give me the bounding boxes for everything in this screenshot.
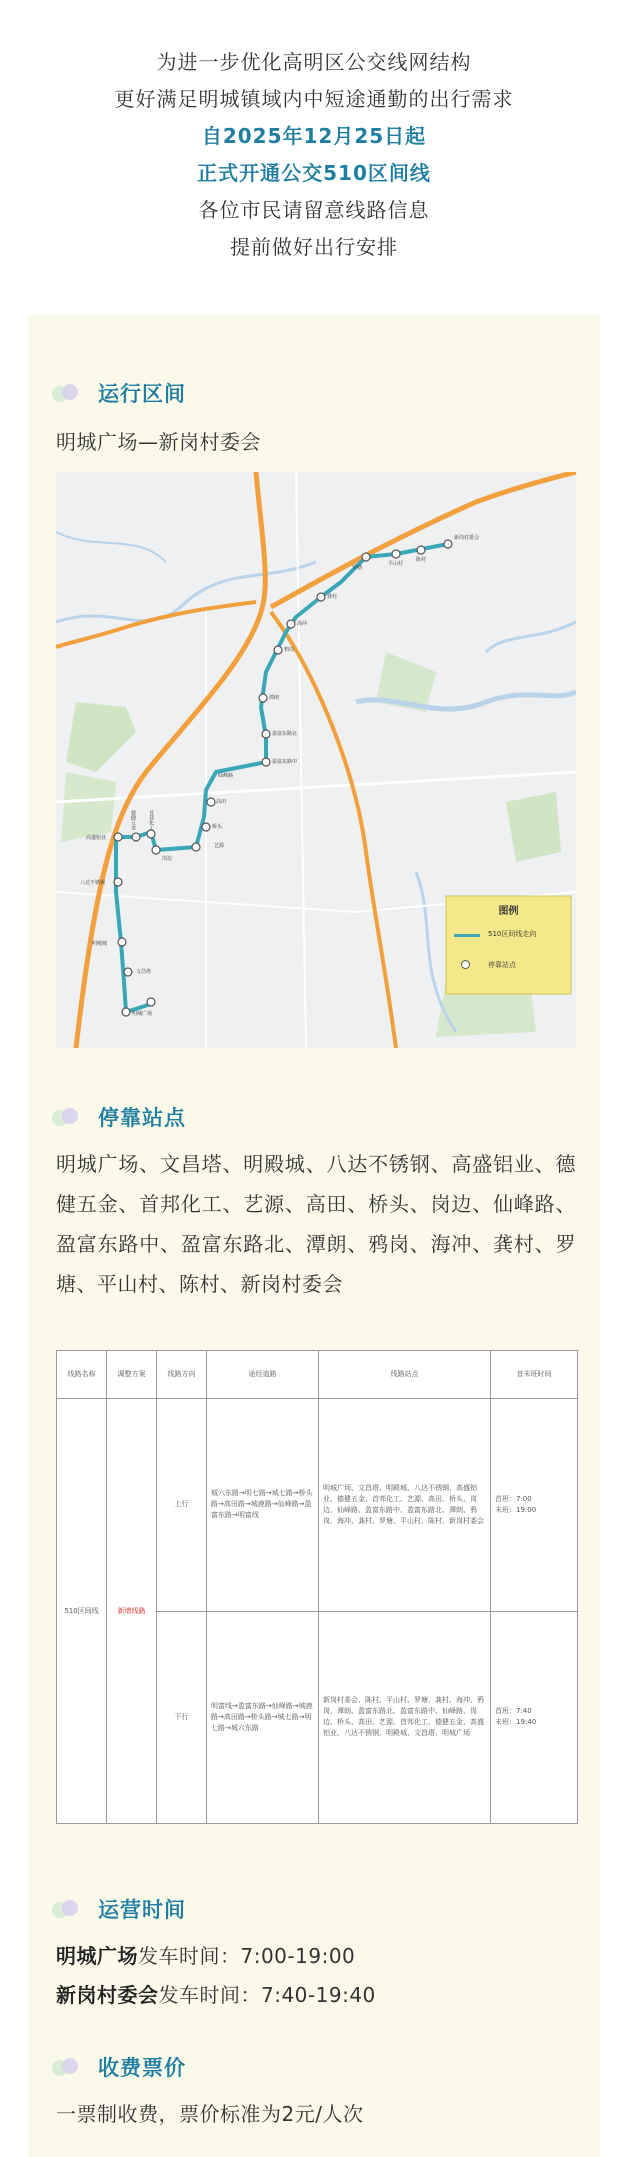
section-header-route bbox=[52, 378, 186, 408]
section-header-stops bbox=[52, 1102, 186, 1132]
intro-route-line: 正式开通公交510区间线 bbox=[197, 161, 431, 185]
legend-stop-icon bbox=[461, 960, 470, 969]
last-bus-time: 末班：19:40 bbox=[495, 1718, 537, 1727]
line-name-cell: 510区间线 bbox=[57, 1399, 107, 1824]
map-stop-label: 首邦化工 bbox=[148, 810, 154, 830]
intro-line: 各位市民请留意线路信息 bbox=[198, 198, 430, 222]
map-stop-label: 艺源 bbox=[214, 843, 225, 849]
table-row bbox=[57, 1399, 578, 1612]
stops-cell: 明城广场、文昌塔、明殿城、八达不锈钢、高盛铝业、德健五金、首邦化工、艺源、高田、桥头、岗边、仙峰路、盈富东路中、盈富东路北、潭朗、鸦岗、海冲、龚村、罗塘、平山村、陈村、新岗村委会 bbox=[319, 1399, 491, 1612]
map-stop-label: 潭朗 bbox=[269, 695, 280, 701]
map-stop-label: 新岗村委会 bbox=[454, 535, 480, 541]
map-stop-label: 海冲 bbox=[297, 621, 308, 627]
roads-cell: 明富线→盈富东路→仙峰路→城鹿路→高田路→桥头路→城七路→明七路→城六东路 bbox=[207, 1611, 319, 1824]
map-stop-label: 陈村 bbox=[416, 557, 427, 563]
map-stop-label: 德健五金 bbox=[130, 810, 136, 830]
map-stop-label: 明殿城 bbox=[92, 941, 108, 947]
station-name: 明城广场 bbox=[56, 1944, 138, 1968]
departure-time-row bbox=[56, 1940, 355, 1969]
last-bus-time: 末班：19:00 bbox=[495, 1505, 537, 1514]
section-title: 运行区间 bbox=[98, 382, 186, 406]
map-stop-label: 盈富东路北 bbox=[272, 731, 298, 737]
direction-cell: 下行 bbox=[157, 1611, 207, 1824]
table-header: 线路站点 bbox=[319, 1351, 491, 1399]
roads-cell: 城六东路→明七路→城七路→桥头路→高田路→城鹿路→仙峰路→盈富东路→明富线 bbox=[207, 1399, 319, 1612]
map-legend-line: 510区间线走向 bbox=[488, 930, 537, 938]
section-title: 运营时间 bbox=[98, 1898, 186, 1922]
time-cell bbox=[491, 1611, 578, 1824]
map-stop-label: 仙峰路 bbox=[218, 773, 234, 779]
stops-cell: 新岗村委会、陈村、平山村、罗塘、龚村、海冲、鸦岗、潭朗、盈富东路北、盈富东路中、仙峰路、岗边、桥头、高田、艺源、首邦化工、德健五金、高盛铝业、八达不锈钢、明殿城、文昌塔、明城广场 bbox=[319, 1611, 491, 1824]
time-cell bbox=[491, 1399, 578, 1612]
table-header: 首末班时间 bbox=[491, 1351, 578, 1399]
route-info-table bbox=[56, 1350, 578, 1824]
intro-line: 为进一步优化高明区公交线网结构 bbox=[156, 50, 472, 74]
bubble-icon bbox=[52, 2056, 84, 2078]
route-map[interactable] bbox=[56, 472, 576, 1048]
section-title: 收费票价 bbox=[98, 2056, 186, 2080]
bubble-icon bbox=[52, 382, 84, 404]
departure-time: 发车时间：7:40-19:40 bbox=[158, 1983, 376, 2007]
map-stop-label: 桥头 bbox=[212, 824, 223, 830]
map-stop-label: 明城广场 bbox=[132, 1011, 153, 1017]
table-header: 途经道路 bbox=[207, 1351, 319, 1399]
map-stop-label: 岗边 bbox=[162, 856, 173, 862]
bubble-icon bbox=[52, 1106, 84, 1128]
map-stop-label: 八达不锈钢 bbox=[80, 880, 106, 886]
map-stop-label: 文昌塔 bbox=[136, 969, 152, 975]
map-stop-label: 高田 bbox=[216, 799, 227, 805]
map-legend-title: 图例 bbox=[498, 906, 519, 917]
fare-text: 一票制收费，票价标准为2元/人次 bbox=[56, 2102, 364, 2126]
first-bus-time: 首班：7:40 bbox=[495, 1707, 532, 1716]
map-stop-label: 鸦岗 bbox=[284, 647, 295, 653]
section-header-fare bbox=[52, 2052, 186, 2082]
first-bus-time: 首班：7:00 bbox=[495, 1494, 532, 1503]
table-header: 线路名称 bbox=[57, 1351, 107, 1399]
legend-line-icon bbox=[454, 934, 480, 937]
intro-line: 提前做好出行安排 bbox=[230, 235, 398, 259]
route-range-text: 明城广场—新岗村委会 bbox=[56, 430, 261, 454]
departure-time-row bbox=[56, 1979, 376, 2008]
section-header-time bbox=[52, 1894, 186, 1924]
direction-cell: 上行 bbox=[157, 1399, 207, 1612]
table-header: 线路方向 bbox=[157, 1351, 207, 1399]
plan-cell: 新增线路 bbox=[107, 1399, 157, 1824]
map-stop-label: 罗塘 bbox=[352, 565, 363, 571]
map-stop-label: 高盛铝业 bbox=[86, 835, 107, 841]
departure-time: 发车时间：7:00-19:00 bbox=[138, 1944, 356, 1968]
map-stop-label: 平山村 bbox=[388, 561, 404, 567]
map-stop-label: 盈富东路中 bbox=[272, 759, 298, 765]
stops-list-text: 明城广场、文昌塔、明殿城、八达不锈钢、高盛铝业、德健五金、首邦化工、艺源、高田、桥头、岗边、仙峰路、盈富东路中、盈富东路北、潭朗、鸦岗、海冲、龚村、罗塘、平山村、陈村、新岗村委会 bbox=[56, 1152, 576, 1296]
bubble-icon bbox=[52, 1898, 84, 1920]
intro-date-line: 自2025年12月25日起 bbox=[201, 124, 427, 148]
section-title: 停靠站点 bbox=[98, 1106, 186, 1130]
table-header: 调整方案 bbox=[107, 1351, 157, 1399]
intro-block bbox=[0, 0, 628, 266]
intro-line: 更好满足明城镇域内中短途通勤的出行需求 bbox=[114, 87, 514, 111]
map-stop-label: 龚村 bbox=[327, 594, 338, 600]
map-legend-stop: 停靠站点 bbox=[488, 961, 516, 969]
station-name: 新岗村委会 bbox=[56, 1983, 159, 2007]
